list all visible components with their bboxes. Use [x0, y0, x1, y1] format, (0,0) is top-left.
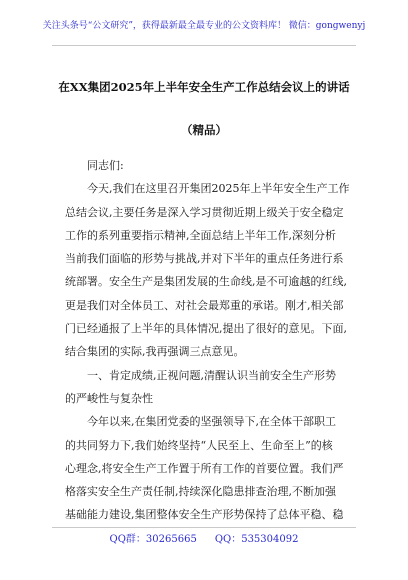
body-line: 今天,我们在这里召开集团2025年上半年安全生产工作: [87, 182, 350, 196]
body-line: 更是我们对全体员工、对社会最郑重的承诺。刚才,相关部: [65, 298, 344, 312]
salutation-line: 同志们:: [87, 159, 124, 172]
body-line: 心理念,将安全生产工作置于所有工作的首要位置。我们严: [65, 461, 344, 475]
document-subtitle: （精品）: [181, 123, 227, 137]
section-heading-line: 一、肯定成绩,正视问题,清醒认识当前安全生产形势: [87, 368, 336, 382]
footer-contact: [0, 533, 408, 547]
body-line: 今年以来,在集团党委的坚强领导下,在全体干部职工: [87, 415, 336, 429]
body-line: 当前我们面临的形势与挑战,并对下半年的重点任务进行系: [65, 252, 344, 266]
body-line: 格落实安全生产责任制,持续深化隐患排查治理,不断加强: [65, 485, 336, 499]
header-banner[interactable]: 关注头条号“公文研究”，获得最新最全最专业的公文资料库！ 微信：gongwenyj: [42, 21, 366, 31]
body-line: 的共同努力下,我们始终坚持“人民至上、生命至上”的核: [65, 438, 333, 452]
body-line: 总结会议,主要任务是深入学习贯彻近期上级关于安全稳定: [65, 205, 344, 219]
body-line: 工作的系列重要指示精神,全面总结上半年工作,深刻分析: [65, 228, 336, 242]
footer-qq[interactable]: QQ：535304092: [214, 534, 299, 545]
document-body: [65, 154, 355, 527]
body-line: 基础能力建设,集团整体安全生产形势保持了总体平稳、稳: [65, 508, 344, 522]
footer-divider: [52, 527, 356, 528]
body-line: 门已经通报了上半年的具体情况,提出了很好的意见。下面,: [65, 322, 347, 336]
body-line: 统部署。安全生产是集团发展的生命线,是不可逾越的红线,: [65, 275, 347, 289]
body-line: 结合集团的实际,我再强调三点意见。: [65, 345, 245, 359]
footer-qq-group[interactable]: QQ群：30265665: [109, 534, 197, 545]
section-heading-line: 的严峻性与复杂性: [65, 391, 153, 405]
header-divider: [52, 45, 356, 46]
document-title: 在XX集团2025年上半年安全生产工作总结会议上的讲话: [58, 80, 350, 94]
